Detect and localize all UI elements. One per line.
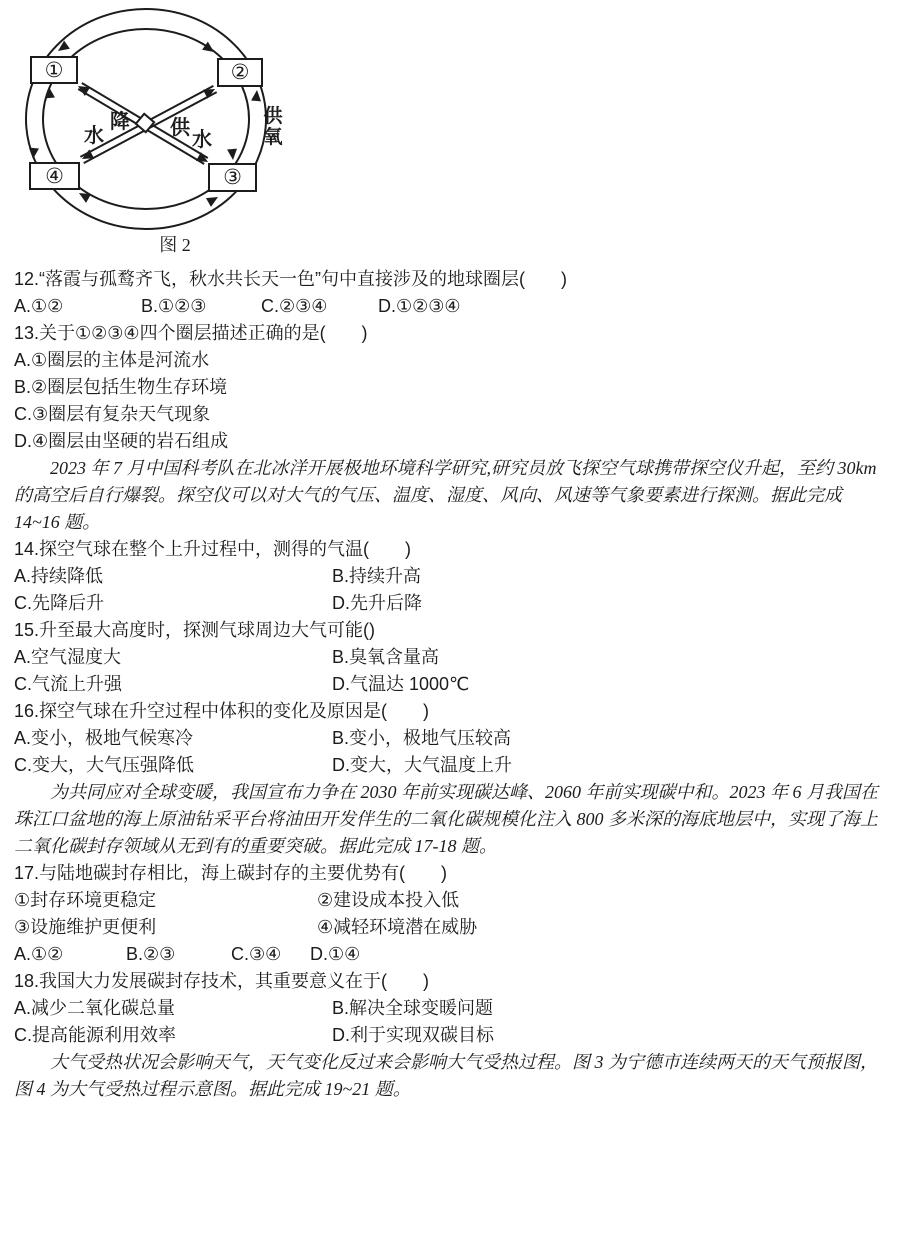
q17-suboption-2: ②建设成本投入低 [317, 890, 460, 910]
question-16-stem: 16.探空气球在升空过程中体积的变化及原因是( ) [14, 701, 430, 721]
sphere-box-4: ④ [29, 162, 80, 190]
question-16-options-row-1 [14, 725, 886, 752]
q12-option-d: D.①②③④ [378, 296, 461, 316]
sphere-box-1: ① [30, 56, 78, 84]
question-15-options-row-2 [14, 671, 886, 698]
q15-option-b: B.臭氧含量高 [332, 647, 440, 667]
label-water-supply-char-1: 供 [170, 117, 190, 139]
q16-option-d: D.变大，大气温度上升 [332, 755, 512, 775]
question-14-stem: 14.探空气球在整个上升过程中，测得的气温( ) [14, 539, 412, 559]
question-17-options [14, 941, 886, 968]
question-15-options-row-1 [14, 644, 886, 671]
passage-carbon: 为共同应对全球变暖，我国宣布力争在 2030 年前实现碳达峰、2060 年前实现碳中和。2023 年 6 月我国在珠江口盆地的海上原油钻采平台将油田开发伴生的二氧化碳规模化注入 800 多米深的海底地层中，实现了海上二氧化碳封存领域从无到有的重要突破。据此完成 17-18 题。 [14, 782, 878, 856]
sphere-box-3: ③ [208, 163, 257, 192]
sphere-box-2: ② [217, 58, 263, 87]
question-18-stem: 18.我国大力发展碳封存技术，其重要意义在于( ) [14, 971, 430, 991]
q18-option-a: A.减少二氧化碳总量 [14, 998, 176, 1018]
q13-option-c: C.③圈层有复杂天气现象 [14, 404, 211, 424]
figure-caption: 图 2 [159, 235, 191, 255]
question-18-options-row-1 [14, 995, 886, 1022]
q17-suboption-1: ①封存环境更稳定 [14, 890, 157, 910]
question-14-options-row-1 [14, 563, 886, 590]
q18-option-d: D.利于实现双碳目标 [332, 1025, 494, 1045]
q17-option-a: A.①② [14, 944, 64, 964]
q17-option-c: C.③④ [231, 944, 282, 964]
question-16-options-row-2 [14, 752, 886, 779]
label-oxygen-supply: 供氧 [263, 106, 283, 148]
q13-option-a: A.①圈层的主体是河流水 [14, 350, 210, 370]
q17-suboption-3: ③设施维护更便利 [14, 917, 157, 937]
question-17-suboptions-row-2 [14, 914, 886, 941]
q12-option-b: B.①②③ [141, 296, 207, 316]
q17-suboption-4: ④减轻环境潜在威胁 [317, 917, 478, 937]
q12-option-c: C.②③④ [261, 296, 328, 316]
q14-option-c: C.先降后升 [14, 593, 104, 613]
q14-option-b: B.持续升高 [332, 566, 422, 586]
q17-option-d: D.①④ [310, 944, 361, 964]
question-15-stem: 15.升至最大高度时，探测气球周边大气可能() [14, 620, 376, 640]
q13-option-b: B.②圈层包括生物生存环境 [14, 377, 228, 397]
question-12-options [14, 293, 886, 320]
passage-balloon: 2023 年 7 月中国科考队在北冰洋开展极地环境科学研究,研究员放飞探空气球携带探空仪升起，至约 30km 的高空后自行爆裂。探空仪可以对大气的气压、温度、湿度、风向、风速等气象要素进行探测。据此完成 14~16 题。 [14, 458, 877, 532]
exam-page [14, 0, 886, 1103]
q12-option-a: A.①② [14, 296, 64, 316]
passage-weather: 大气受热状况会影响天气，天气变化反过来会影响大气受热过程。图 3 为宁德市连续两天的天气预报图，图 4 为大气受热过程示意图。据此完成 19~21 题。 [14, 1052, 878, 1099]
label-precipitation-char-2: 水 [84, 125, 104, 147]
q15-option-c: C.气流上升强 [14, 674, 122, 694]
q15-option-a: A.空气湿度大 [14, 647, 122, 667]
question-17-stem: 17.与陆地碳封存相比，海上碳封存的主要优势有( ) [14, 863, 448, 883]
q15-option-d: D.气温达 1000℃ [332, 674, 470, 694]
question-13-stem: 13.关于①②③④四个圈层描述正确的是( ) [14, 323, 368, 343]
label-water-supply-char-2: 水 [192, 129, 212, 151]
q18-option-c: C.提高能源利用效率 [14, 1025, 176, 1045]
question-14-options-row-2 [14, 590, 886, 617]
q16-option-a: A.变小，极地气候寒冷 [14, 728, 194, 748]
question-18-options-row-2 [14, 1022, 886, 1049]
question-12-stem: 12.“落霞与孤鹜齐飞，秋水共长天一色”句中直接涉及的地球圈层( ) [14, 269, 567, 289]
q14-option-d: D.先升后降 [332, 593, 422, 613]
label-precipitation-char-1: 降 [110, 111, 130, 133]
q14-option-a: A.持续降低 [14, 566, 104, 586]
q16-option-b: B.变小，极地气压较高 [332, 728, 512, 748]
q16-option-c: C.变大，大气压强降低 [14, 755, 194, 775]
figure-2 [14, 0, 886, 260]
q17-option-b: B.②③ [126, 944, 176, 964]
q18-option-b: B.解决全球变暖问题 [332, 998, 494, 1018]
question-17-suboptions-row-1 [14, 887, 886, 914]
q13-option-d: D.④圈层由坚硬的岩石组成 [14, 431, 229, 451]
